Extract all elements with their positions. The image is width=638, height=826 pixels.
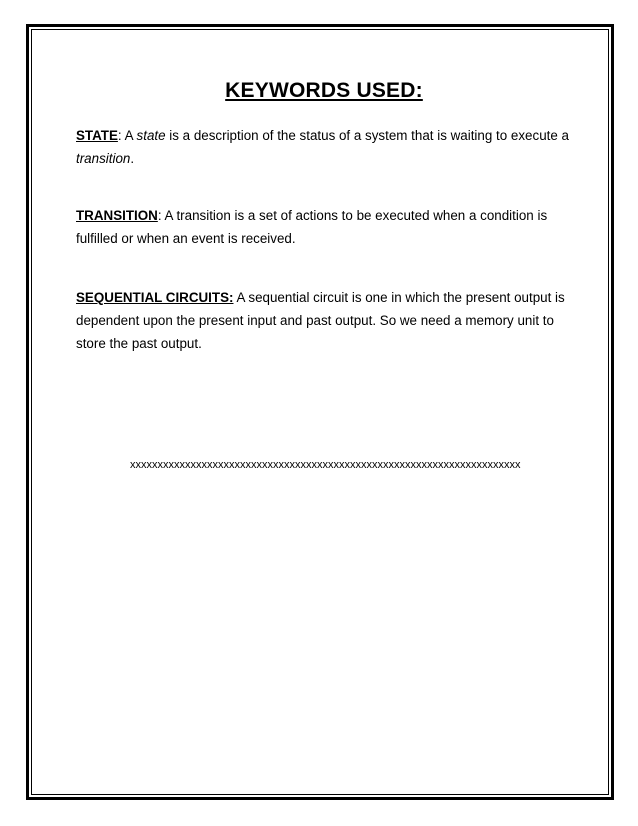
definition-transition — [76, 204, 572, 250]
term-sequential-circuits: SEQUENTIAL CIRCUITS: — [76, 290, 234, 305]
definition-text: A sequential circuit is one in which the present output is dependent upon the present input and past output. So we need a memory unit to store the past output. — [76, 290, 565, 351]
term-separator: : — [117, 128, 125, 143]
definition-text: . — [130, 151, 135, 166]
document-body — [76, 76, 572, 355]
definition-text: A transition is a set of actions to be executed when a condition is fulfilled or when an event is received. — [76, 208, 548, 246]
definition-state — [76, 124, 572, 170]
term-separator: : — [157, 208, 165, 223]
end-marker-line: xxxxxxxxxxxxxxxxxxxxxxxxxxxxxxxxxxxxxxxxxxxxxxxxxxxxxxxxxxxxxxxxxxxxxxx — [130, 459, 521, 471]
definition-italic-word: transition — [76, 151, 131, 166]
definition-sequential-circuits — [76, 286, 572, 355]
term-state: STATE — [76, 128, 118, 143]
page-title: KEYWORDS USED: — [225, 79, 423, 102]
definition-text: A — [124, 128, 137, 143]
definition-italic-word: state — [136, 128, 166, 143]
term-transition: TRANSITION — [76, 208, 158, 223]
definition-text: is a description of the status of a system that is waiting to execute a — [165, 128, 569, 143]
